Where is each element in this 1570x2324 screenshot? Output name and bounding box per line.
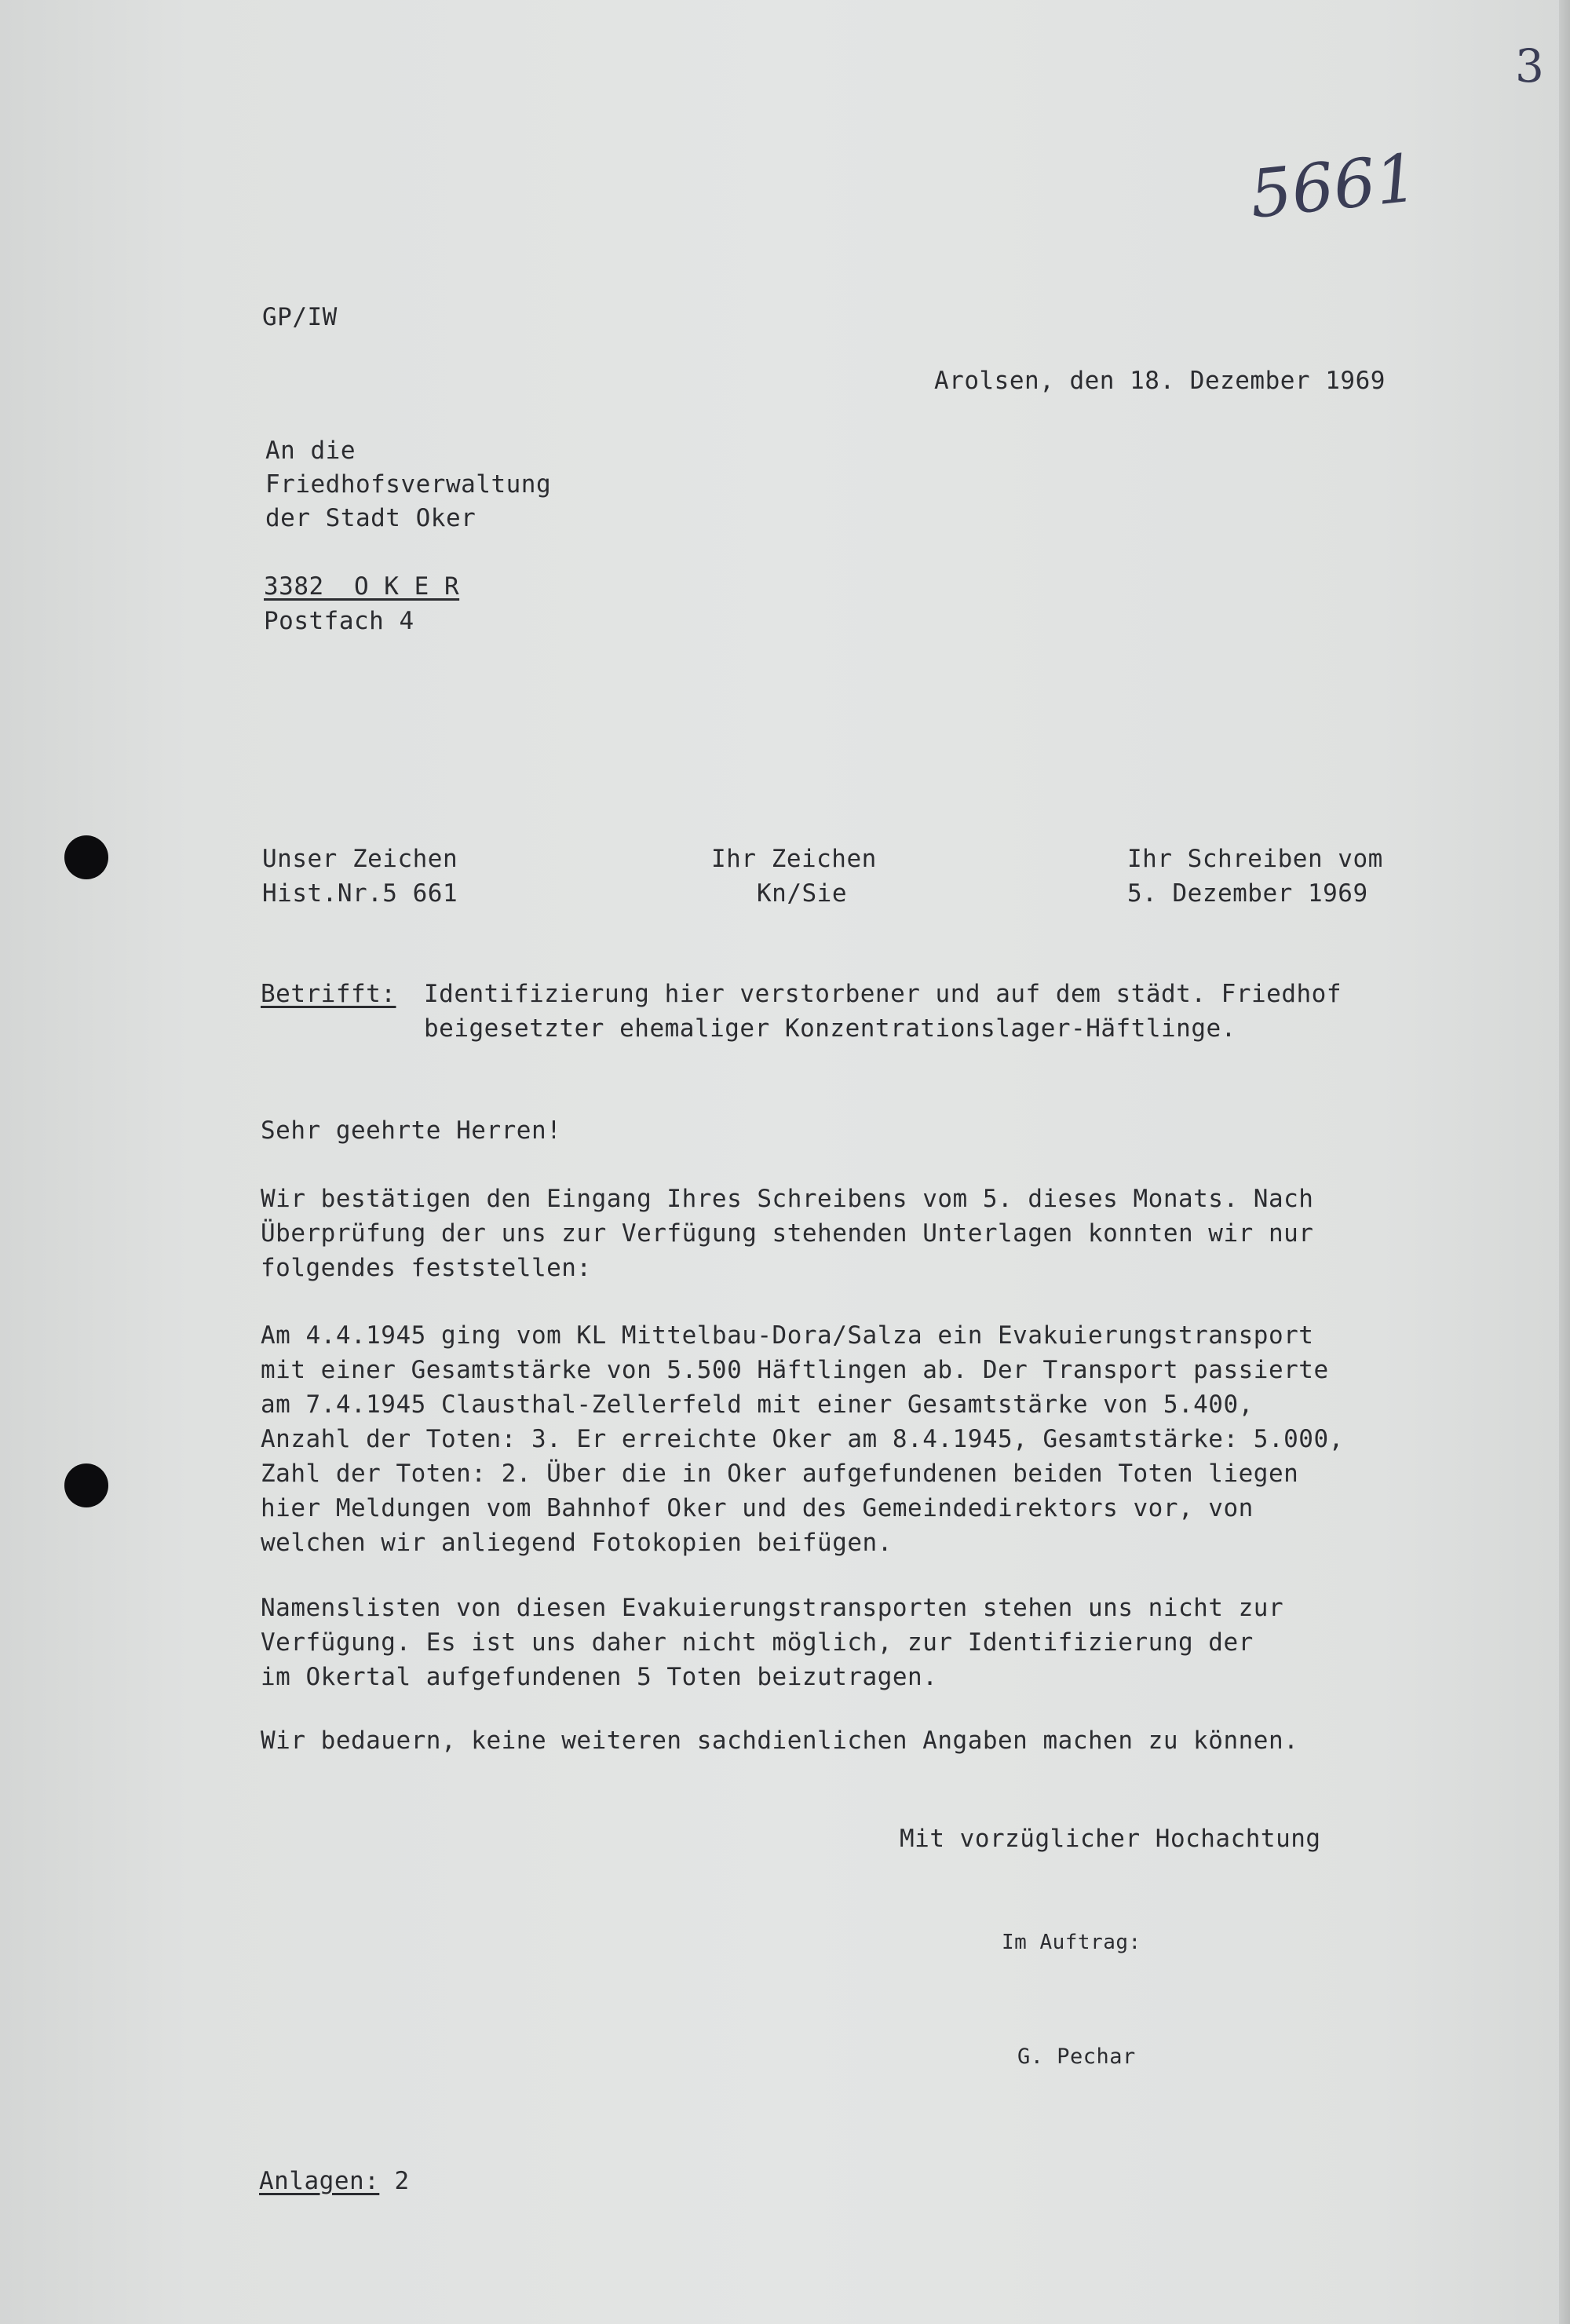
recipient-postbox: Postfach 4 xyxy=(264,607,414,635)
closing-formula: Mit vorzüglicher Hochachtung xyxy=(900,1825,1321,1853)
subject-line-2: beigesetzter ehemaliger Konzentrationslager-Häftlinge. xyxy=(424,1014,1236,1043)
your-letter-date: 5. Dezember 1969 xyxy=(1127,879,1368,908)
paragraph-2-line-2: mit einer Gesamtstärke von 5.500 Häftlingen ab. Der Transport passierte xyxy=(261,1356,1329,1384)
subject-line-1: Identifizierung hier verstorbener und auf dem städt. Friedhof xyxy=(424,980,1342,1008)
subject-label: Betrifft: xyxy=(261,980,396,1008)
paragraph-4-line-1: Wir bedauern, keine weiteren sachdienlichen Angaben machen zu können. xyxy=(261,1727,1299,1755)
our-reference-value: Hist.Nr.5 661 xyxy=(262,879,458,908)
salutation: Sehr geehrte Herren! xyxy=(261,1116,562,1145)
your-reference-label: Ihr Zeichen xyxy=(711,845,877,873)
paragraph-1-line-1: Wir bestätigen den Eingang Ihres Schreibens vom 5. dieses Monats. Nach xyxy=(261,1185,1314,1213)
recipient-line-1: An die xyxy=(265,437,356,465)
recipient-line-3: der Stadt Oker xyxy=(265,504,476,532)
recipient-city: 3382 O K E R xyxy=(264,572,460,601)
file-number-mark: 5661 xyxy=(1246,139,1422,233)
paragraph-1-line-3: folgendes feststellen: xyxy=(261,1254,592,1282)
paragraph-2-line-1: Am 4.4.1945 ging vom KL Mittelbau-Dora/Salza ein Evakuierungstransport xyxy=(261,1321,1314,1350)
paragraph-3-line-3: im Okertal aufgefundenen 5 Toten beizutragen. xyxy=(261,1663,938,1691)
paragraph-3-line-2: Verfügung. Es ist uns daher nicht möglich, zur Identifizierung der xyxy=(261,1628,1254,1657)
paragraph-2-line-7: welchen wir anliegend Fotokopien beifügen. xyxy=(261,1529,893,1557)
signer-name: G. Pechar xyxy=(1017,2044,1136,2069)
enclosures-line xyxy=(259,2164,410,2198)
paragraph-2-line-6: hier Meldungen vom Bahnhof Oker und des Gemeindedirektors vor, von xyxy=(261,1494,1254,1522)
our-reference-label: Unser Zeichen xyxy=(262,845,458,873)
punch-hole-bottom xyxy=(64,1463,108,1507)
enclosures-label: Anlagen: xyxy=(259,2167,380,2195)
paragraph-2-line-4: Anzahl der Toten: 3. Er erreichte Oker am 8.4.1945, Gesamtstärke: 5.000, xyxy=(261,1425,1344,1453)
paragraph-2-line-5: Zahl der Toten: 2. Über die in Oker aufgefundenen beiden Toten liegen xyxy=(261,1460,1299,1488)
paragraph-3-line-1: Namenslisten von diesen Evakuierungstransporten stehen uns nicht zur xyxy=(261,1594,1284,1622)
enclosures-count: 2 xyxy=(394,2167,410,2195)
punch-hole-top xyxy=(64,835,108,879)
page-number-mark: 3 xyxy=(1515,39,1544,93)
page-edge xyxy=(1559,0,1570,2324)
place-date: Arolsen, den 18. Dezember 1969 xyxy=(934,367,1386,395)
paragraph-1-line-2: Überprüfung der uns zur Verfügung stehenden Unterlagen konnten wir nur xyxy=(261,1219,1314,1248)
your-reference-value: Kn/Sie xyxy=(757,879,847,908)
reference-initials: GP/IW xyxy=(262,303,338,331)
paragraph-2-line-3: am 7.4.1945 Clausthal-Zellerfeld mit einer Gesamtstärke von 5.400, xyxy=(261,1390,1254,1419)
your-letter-label: Ihr Schreiben vom xyxy=(1127,845,1383,873)
on-behalf-note: Im Auftrag: xyxy=(1002,1931,1141,1954)
recipient-line-2: Friedhofsverwaltung xyxy=(265,470,552,499)
